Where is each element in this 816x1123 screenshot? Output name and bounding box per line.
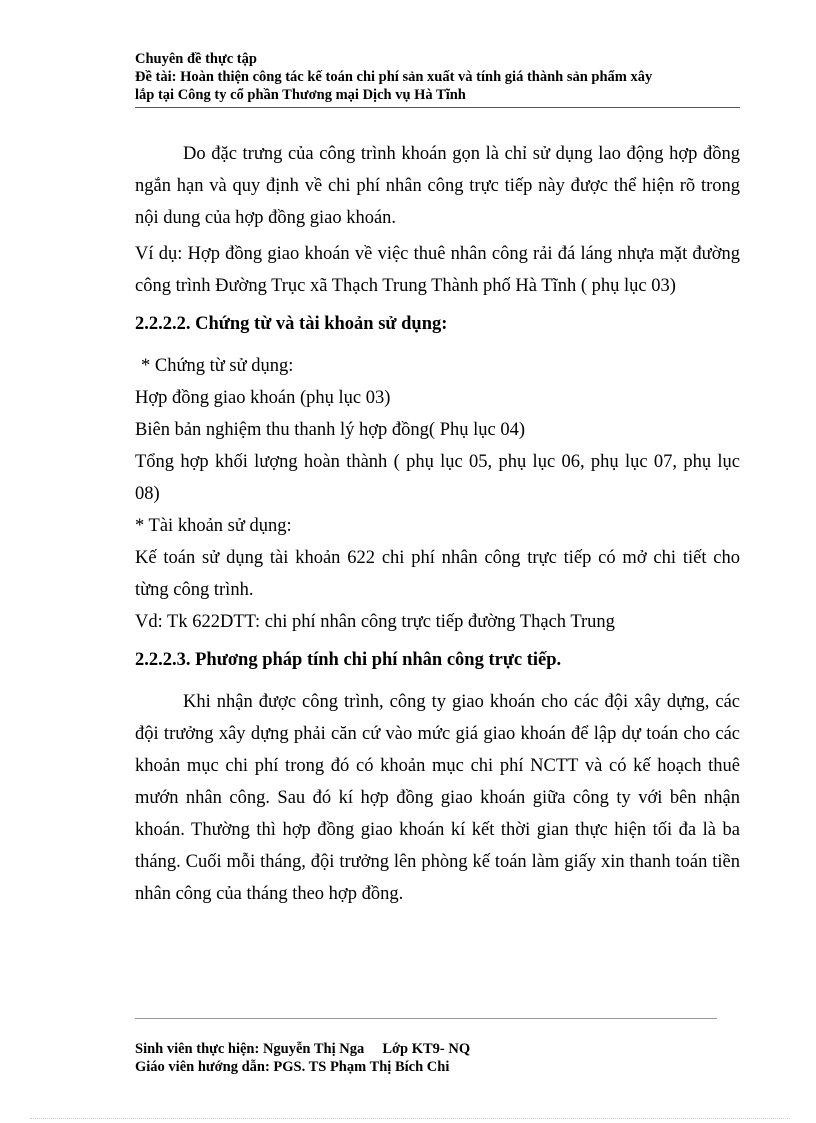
document-item: Hợp đồng giao khoán (phụ lục 03) [135, 388, 391, 408]
footer-divider [135, 1018, 717, 1019]
footer-advisor-info: Giáo viên hướng dẫn: PGS. TS Phạm Thị Bích Chi [135, 1059, 450, 1075]
header-course-label: Chuyên đề thực tập [135, 51, 257, 67]
page-header [135, 50, 740, 104]
header-divider [135, 107, 740, 108]
page-body [135, 138, 740, 914]
method-paragraph: Khi nhận được công trình, công ty giao khoán cho các đội xây dựng, các đội trưởng xây dựng phải căn cứ vào mức giá giao khoán để lập dự toán cho các khoản mục chi phí trong đó có khoản mục chi phí NCTT và có kế hoạch thuê mướn nhân công. Sau đó kí hợp đồng giao khoán giữa công ty với bên nhận khoán. Thường thì hợp đồng giao khoán kí kết thời gian thực hiện tối đa là ba tháng. Cuối mỗi tháng, đội trưởng lên phòng kế toán làm giấy xin thanh toán tiền nhân công của tháng theo hợp đồng. [135, 692, 740, 904]
header-topic-continuation: lắp tại Công ty cổ phần Thương mại Dịch vụ Hà Tĩnh [135, 87, 466, 103]
accounts-label: * Tài khoản sử dụng: [135, 516, 292, 536]
documents-label: * Chứng từ sử dụng: [141, 356, 294, 376]
footer-student-info: Sinh viên thực hiện: Nguyễn Thị Nga Lớp KT9- NQ [135, 1041, 471, 1057]
document-item: Biên bản nghiệm thu thanh lý hợp đồng( Phụ lục 04) [135, 420, 526, 440]
section-heading-documents-accounts: 2.2.2.2. Chứng từ và tài khoản sử dụng: [135, 314, 448, 334]
intro-paragraph: Do đặc trưng của công trình khoán gọn là chỉ sử dụng lao động hợp đồng ngắn hạn và quy định về chi phí nhân công trực tiếp này được thể hiện rõ trong nội dung của hợp đồng giao khoán. [135, 144, 740, 228]
header-topic-line: Đề tài: Hoàn thiện công tác kế toán chi phí sản xuất và tính giá thành sản phẩm xây [135, 69, 653, 85]
page-footer [135, 1040, 740, 1076]
section-heading-labor-cost-method: 2.2.2.3. Phương pháp tính chi phí nhân công trực tiếp. [135, 650, 562, 670]
account-description: Kế toán sử dụng tài khoản 622 chi phí nhân công trực tiếp có mở chi tiết cho từng công trình. [135, 548, 740, 600]
account-example: Vd: Tk 622DTT: chi phí nhân công trực tiếp đường Thạch Trung [135, 612, 615, 632]
document-item: Tổng hợp khối lượng hoàn thành ( phụ lục 05, phụ lục 06, phụ lục 07, phụ lục 08) [135, 452, 740, 504]
page-bottom-border [30, 1118, 790, 1119]
example-paragraph: Ví dụ: Hợp đồng giao khoán về việc thuê nhân công rải đá láng nhựa mặt đường công trình Đường Trục xã Thạch Trung Thành phố Hà Tĩnh ( phụ lục 03) [135, 244, 740, 296]
